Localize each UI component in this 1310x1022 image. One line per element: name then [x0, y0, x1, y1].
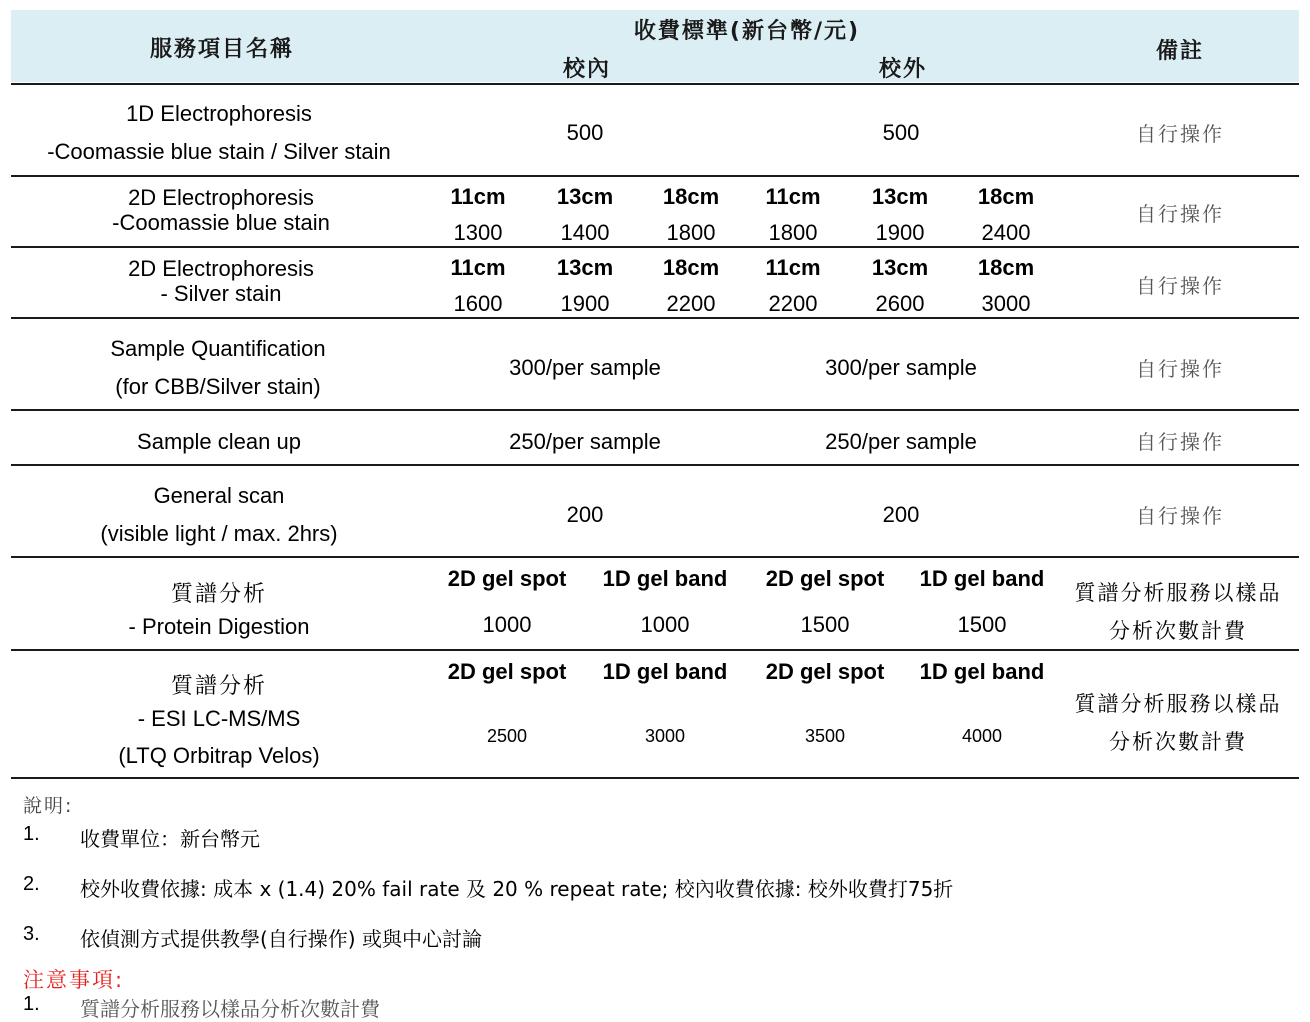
row-divider — [11, 409, 1299, 411]
price: 2200 — [768, 291, 818, 316]
gel-size: 11cm — [450, 184, 506, 209]
external-price: 250/per sample — [825, 429, 977, 454]
header-internal: 校內 — [562, 57, 612, 82]
service-name: 質譜分析 — [170, 582, 268, 607]
price: 1400 — [560, 220, 610, 245]
note-text: 校外收費依據: 成本 x (1.4) 20% fail rate 及 20 % repeat rate; 校內收費依據: 校外收費打75折 — [80, 877, 954, 901]
service-name: 2D Electrophoresis — [128, 256, 314, 281]
price: 3000 — [981, 291, 1031, 316]
service-detail: -Coomassie blue stain — [112, 210, 330, 235]
gel-size: 13cm — [871, 255, 929, 280]
attention-text: 質譜分析服務以樣品分析次數計費 — [80, 997, 380, 1021]
price: 2500 — [486, 726, 528, 746]
internal-price: 250/per sample — [509, 429, 661, 454]
sample-type: 1D gel band — [602, 566, 728, 591]
remark-text: 質譜分析服務以樣品 — [1074, 692, 1282, 716]
price: 1900 — [560, 291, 610, 316]
sample-type: 1D gel band — [602, 659, 728, 684]
external-price: 200 — [882, 502, 920, 527]
remark-text: 自行操作 — [1136, 122, 1224, 146]
price: 1300 — [453, 220, 503, 245]
external-price: 500 — [882, 120, 920, 145]
attention-number: 1. — [23, 993, 40, 1015]
price: 1800 — [768, 220, 818, 245]
header-item-name: 服務項目名稱 — [149, 37, 295, 62]
gel-size: 18cm — [662, 184, 720, 209]
internal-price: 200 — [566, 502, 604, 527]
note-number: 3. — [23, 923, 40, 945]
header-remark: 備註 — [1155, 39, 1205, 64]
gel-size: 11cm — [765, 184, 821, 209]
row-divider — [11, 83, 1299, 85]
service-detail: - ESI LC-MS/MS — [137, 706, 301, 731]
service-detail: (for CBB/Silver stain) — [115, 374, 321, 399]
remark-text: 自行操作 — [1136, 202, 1224, 226]
price: 1000 — [640, 612, 690, 637]
gel-size: 18cm — [977, 255, 1035, 280]
service-detail: - Silver stain — [160, 281, 282, 306]
gel-size: 13cm — [556, 184, 614, 209]
row-divider — [11, 649, 1299, 651]
notes-title: 說明: — [23, 795, 74, 817]
price: 3500 — [804, 726, 846, 746]
sample-type: 2D gel spot — [447, 659, 567, 684]
remark-text: 分析次數計費 — [1109, 730, 1247, 754]
service-name: 1D Electrophoresis — [126, 101, 312, 126]
attention-item — [23, 993, 1123, 1021]
gel-size: 18cm — [662, 255, 720, 280]
service-detail: -Coomassie blue stain / Silver stain — [47, 139, 391, 164]
attention-title: 注意事項: — [23, 968, 125, 992]
price: 1500 — [800, 612, 850, 637]
price: 2600 — [875, 291, 925, 316]
gel-size: 11cm — [450, 255, 506, 280]
header-external: 校外 — [878, 57, 928, 82]
service-name: General scan — [153, 483, 285, 508]
price: 2400 — [981, 220, 1031, 245]
service-name: 2D Electrophoresis — [128, 185, 314, 210]
note-number: 2. — [23, 873, 40, 895]
service-name: Sample clean up — [137, 429, 301, 454]
external-price: 300/per sample — [825, 355, 977, 380]
row-divider — [11, 464, 1299, 466]
note-item — [23, 873, 1223, 901]
sample-type: 2D gel spot — [447, 566, 567, 591]
sample-type: 1D gel band — [919, 659, 1045, 684]
row-divider — [11, 317, 1299, 319]
remark-text: 質譜分析服務以樣品 — [1074, 581, 1282, 605]
remark-text: 分析次數計費 — [1109, 619, 1247, 643]
sample-type: 2D gel spot — [765, 566, 885, 591]
row-divider — [11, 175, 1299, 177]
gel-size: 11cm — [765, 255, 821, 280]
remark-text: 自行操作 — [1136, 430, 1224, 454]
price: 4000 — [961, 726, 1003, 746]
row-divider — [11, 246, 1299, 248]
gel-size: 13cm — [871, 184, 929, 209]
remark-text: 自行操作 — [1136, 357, 1224, 381]
note-number: 1. — [23, 823, 40, 845]
note-text: 收費單位：新台幣元 — [80, 827, 260, 851]
price: 3000 — [644, 726, 686, 746]
service-name: 質譜分析 — [170, 674, 268, 699]
service-name: Sample Quantification — [110, 336, 326, 361]
note-item — [23, 923, 1123, 951]
price: 1900 — [875, 220, 925, 245]
price: 1000 — [482, 612, 532, 637]
service-detail: (visible light / max. 2hrs) — [100, 521, 338, 546]
internal-price: 300/per sample — [509, 355, 661, 380]
price: 2200 — [666, 291, 716, 316]
internal-price: 500 — [566, 120, 604, 145]
note-item — [23, 823, 1123, 851]
service-detail: - Protein Digestion — [128, 614, 310, 639]
row-divider — [11, 777, 1299, 779]
sample-type: 1D gel band — [919, 566, 1045, 591]
note-text: 依偵測方式提供教學(自行操作) 或與中心討論 — [80, 927, 482, 951]
remark-text: 自行操作 — [1136, 504, 1224, 528]
price: 1500 — [957, 612, 1007, 637]
service-instrument: (LTQ Orbitrap Velos) — [118, 743, 320, 768]
row-divider — [11, 556, 1299, 558]
price: 1600 — [453, 291, 503, 316]
remark-text: 自行操作 — [1136, 274, 1224, 298]
sample-type: 2D gel spot — [765, 659, 885, 684]
header-fee-standard: 收費標準(新台幣/元) — [633, 19, 861, 44]
gel-size: 18cm — [977, 184, 1035, 209]
price: 1800 — [666, 220, 716, 245]
gel-size: 13cm — [556, 255, 614, 280]
